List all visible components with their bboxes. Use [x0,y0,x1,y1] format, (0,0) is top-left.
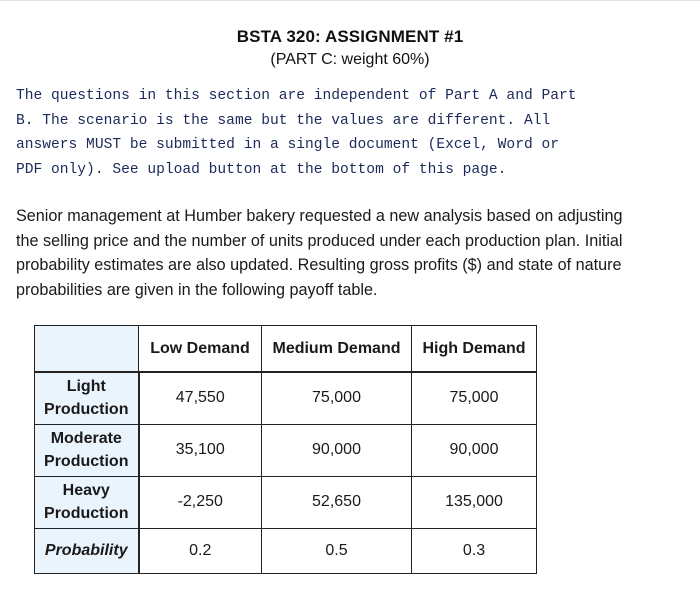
payoff-cell: 75,000 [262,372,412,424]
scenario-line: the selling price and the number of units produced under each production plan. Initial [16,231,623,250]
row-header-line: Production [44,453,129,470]
payoff-cell: 135,000 [412,476,537,528]
column-header-medium-demand: Medium Demand [262,326,412,373]
table-row [35,372,537,424]
row-header-light-production [35,372,139,424]
table-row [35,476,537,528]
payoff-cell: 47,550 [139,372,262,424]
scenario-paragraph [16,204,688,302]
probability-cell: 0.5 [262,528,412,573]
row-header-line: Moderate [50,430,122,447]
scenario-line: probabilities are given in the following payoff table. [16,280,378,299]
top-divider [0,0,700,1]
column-header-low-demand: Low Demand [139,326,262,373]
page-title: BSTA 320: ASSIGNMENT #1 [236,27,464,46]
payoff-cell: 90,000 [412,424,537,476]
row-header-moderate-production [35,424,139,476]
instructions-line: The questions in this section are independent of Part A and Part [16,88,577,104]
payoff-cell: 35,100 [139,424,262,476]
probability-cell: 0.2 [139,528,262,573]
instructions-line: B. The scenario is the same but the values are different. All [16,112,551,129]
row-header-line: Heavy [62,482,110,499]
row-header-line: Production [44,505,129,522]
scenario-line: probability estimates are also updated. Resulting gross profits ($) and state of nature [16,256,622,275]
probability-cell: 0.3 [412,528,537,573]
payoff-cell: -2,250 [139,476,262,528]
probability-row [35,528,537,573]
payoff-table [34,325,537,574]
payoff-cell: 90,000 [262,424,412,476]
row-header-heavy-production [35,476,139,528]
scenario-line: Senior management at Humber bakery requested a new analysis based on adjusting [16,207,623,225]
table-corner-cell [35,326,139,373]
instructions-paragraph [16,84,684,182]
instructions-line: answers MUST be submitted in a single document (Excel, Word or [16,137,559,153]
row-header-probability: Probability [35,528,139,573]
table-row [35,424,537,476]
page-subtitle: (PART C: weight 60%) [270,51,430,68]
payoff-cell: 75,000 [412,372,537,424]
table-header-row [35,326,537,373]
column-header-high-demand: High Demand [412,326,537,373]
row-header-line: Light [66,378,106,396]
row-header-line: Production [44,401,129,419]
instructions-line: PDF only). See upload button at the bottom of this page. [16,161,507,178]
payoff-cell: 52,650 [262,476,412,528]
